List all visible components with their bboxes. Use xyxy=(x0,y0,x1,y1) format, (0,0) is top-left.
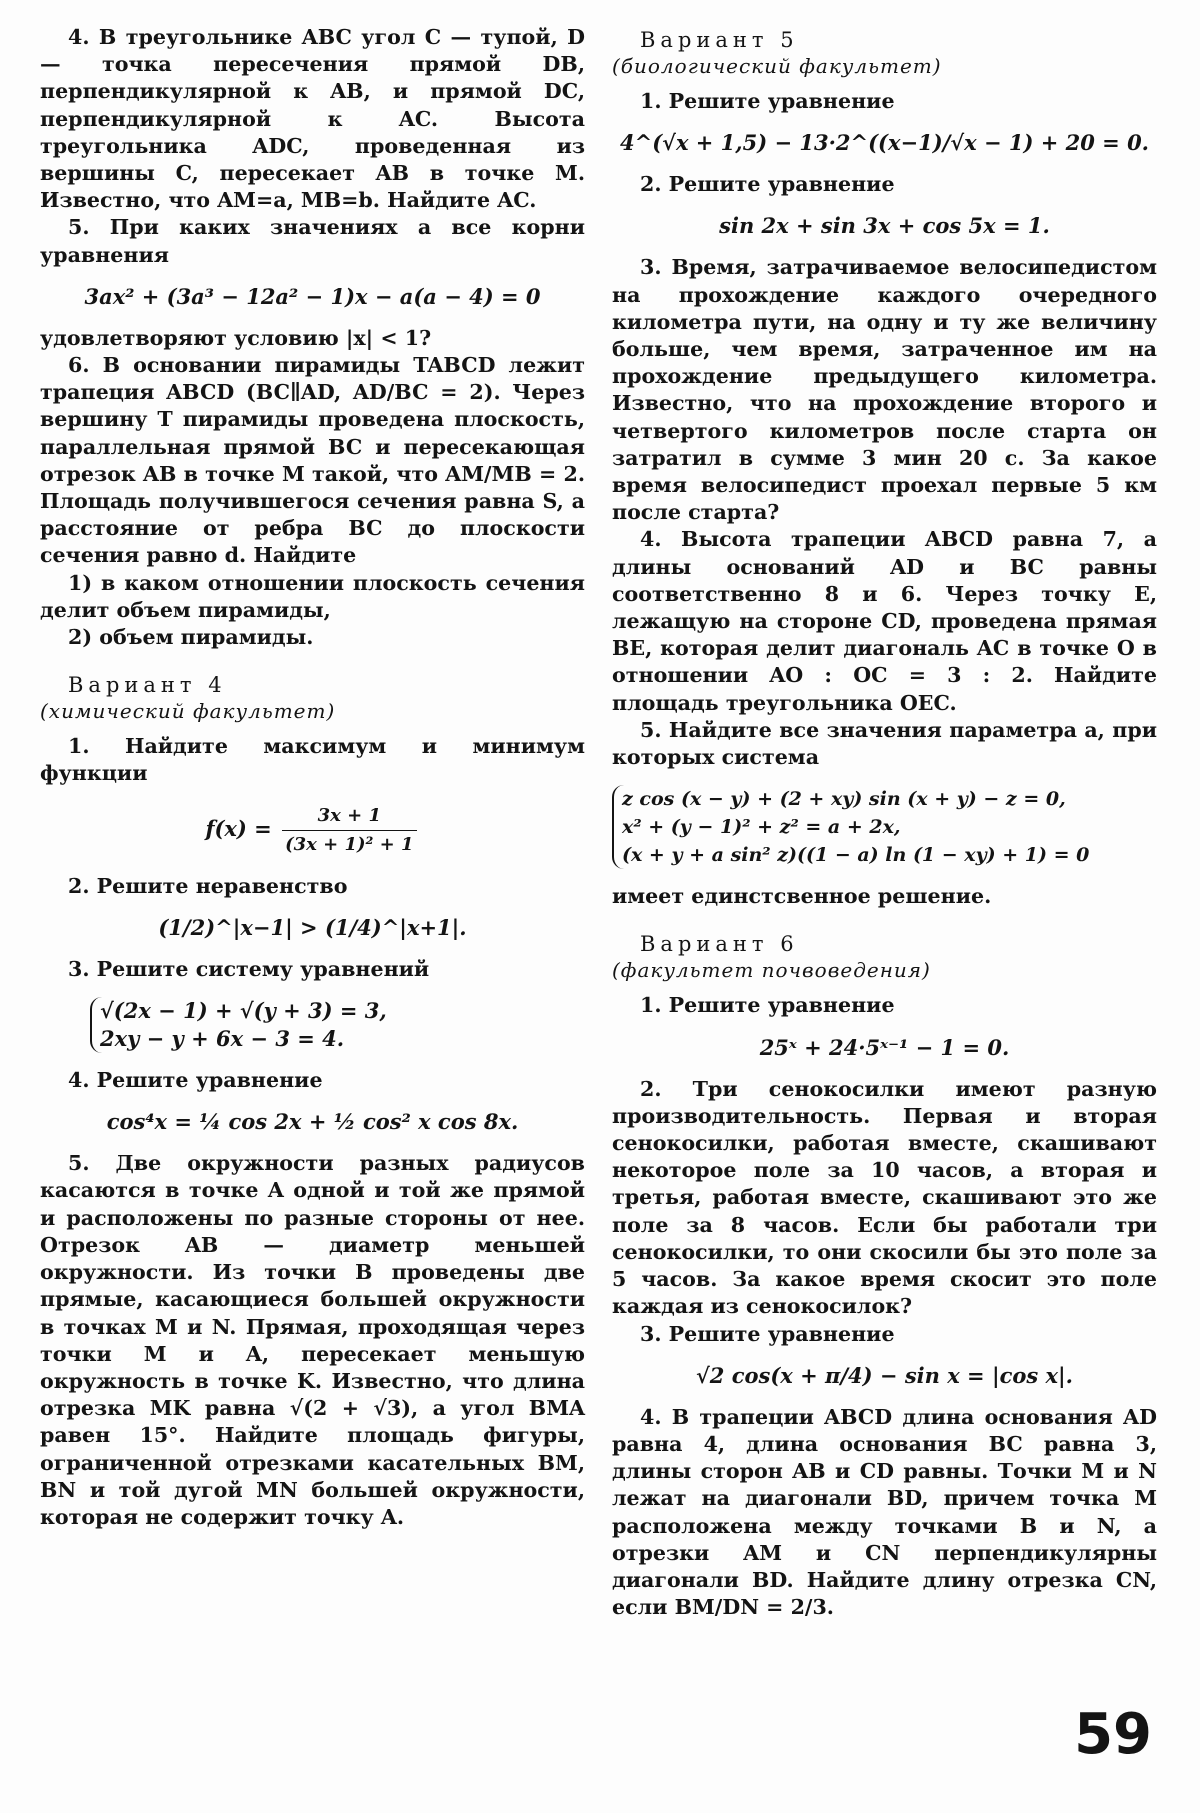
problem-6-part-2: 2) объем пирамиды. xyxy=(68,625,314,650)
v5-system-eq-2: x² + (y − 1)² + z² = a + 2x, xyxy=(622,816,901,839)
left-column xyxy=(40,24,585,1531)
v4-problem-2: 2. Решите неравенство xyxy=(68,873,348,898)
v4-problem-1: 1. Найдите максимум и минимум функции xyxy=(40,734,585,786)
problem-4: 4. В треугольнике ABC угол C — тупой, D — точка пересечения прямой DB, перпендикулярной к AB, и прямой DC, перпендикулярной к AC. Высота треугольника ADC, проведенная из вершины C, пересекает AB в точке M. Известно, что AM=a, MB=b. Найдите AC. xyxy=(40,25,585,213)
v4-system-eq-2: 2xy − y + 6x − 3 = 4. xyxy=(100,1026,345,1052)
v4-system-eq-1: √(2x − 1) + √(y + 3) = 3, xyxy=(100,998,387,1024)
v4-formula-2: (1/2)^|x−1| > (1/4)^|x+1|. xyxy=(158,914,467,940)
v6-formula-1: 25ˣ + 24·5ˣ⁻¹ − 1 = 0. xyxy=(759,1034,1010,1060)
variant-6-title: Вариант 6 xyxy=(640,932,799,957)
v6-problem-4: 4. В трапеции ABCD длина основания AD равна 4, длина основания BC равна 3, длины сторон AB и CD равны. Точки M и N лежат на диагонали BD, причем точка M расположена между точками B и N, а отрезки AM и CN перпендикулярны диагонали BD. Найдите длину отрезка CN, если BM/DN = 2/3. xyxy=(612,1404,1157,1620)
problem-5-condition: удовлетворяют условию |x| < 1? xyxy=(40,325,432,350)
v4-formula-1-denominator: (3x + 1)² + 1 xyxy=(285,833,414,855)
v5-problem-5: 5. Найдите все значения параметра a, при которых система xyxy=(612,717,1157,770)
v5-problem-4: 4. Высота трапеции ABCD равна 7, а длины оснований AD и BC равны соответственно 8 и 6. Через точку E, лежащую на стороне CD, проведена прямая BE, которая делит диагональ AC в точке O в отношении AO : OC = 3 : 2. Найдите площадь треугольника OEC. xyxy=(612,527,1157,715)
variant-5-title: Вариант 5 xyxy=(640,28,799,52)
v5-problem-1: 1. Решите уравнение xyxy=(640,89,895,113)
v5-problem-3: 3. Время, затрачиваемое велосипедистом на прохождение каждого очередного километра пути, на одну и ту же величину больше, чем время, затраченное им на прохождение предыдущего километра. Известно, что на прохождение второго и четвертого километров после старта он затратил в сумме 3 мин 20 с. За какое время велосипедист проехал первые 5 км после старта? xyxy=(612,255,1157,525)
v6-formula-3: √2 cos(x + π/4) − sin x = |cos x|. xyxy=(696,1362,1073,1388)
v5-formula-1: 4^(√x + 1,5) − 13·2^((x−1)/√x − 1) + 20 = 0. xyxy=(620,130,1149,156)
v5-system-brace xyxy=(612,785,1089,869)
formula-5: 3ax² + (3a³ − 12a² − 1)x − a(a − 4) = 0 xyxy=(84,283,541,309)
v4-formula-3 xyxy=(90,997,585,1053)
v6-problem-2: 2. Три сенокосилки имеют разную производительность. Первая и вторая сенокосилки, работая вместе, скашивают некоторое поле за 10 часов, а вторая и третья, работая вместе, скашивают это же поле за 8 часов. Если бы работали три сенокосилки, то они скосили бы это поле за 5 часов. За какое время скосит это поле каждая из сенокосилок? xyxy=(612,1076,1157,1319)
v5-problem-5-end: имеет единстсвенное решение. xyxy=(612,884,992,909)
variant-5-subtitle: (биологический факультет) xyxy=(612,54,942,78)
variant-4-title: Вариант 4 xyxy=(68,673,227,698)
page-number: 59 xyxy=(1074,1702,1152,1767)
problem-6: 6. В основании пирамиды TABCD лежит трапеция ABCD (BC∥AD, AD/BC = 2). Через вершину T пирамиды проведена плоскость, параллельная прямой BC и пересекающая отрезок AB в точке M такой, что AM/MB = 2. Площадь получившегося сечения равна S, а расстояние от ребра BC до плоскости сечения равно d. Найдите xyxy=(40,353,585,568)
v5-system-eq-1: z cos (x − y) + (2 + xy) sin (x + y) − z = 0, xyxy=(622,788,1066,811)
v5-formula-2: sin 2x + sin 3x + cos 5x = 1. xyxy=(719,213,1050,239)
v4-formula-1-left: f(x) = xyxy=(205,815,272,841)
v4-problem-5: 5. Две окружности разных радиусов касаются в точке A одной и той же прямой и расположены по разные стороны от нее. Отрезок AB — диаметр меньшей окружности. Из точки B проведены две прямые, касающиеся большей окружности в точках M и N. Прямая, проходящая через точки M и A, пересекает меньшую окружность в точке K. Известно, что длина отрезка MK равна √(2 + √3), а угол BMA равен 15°. Найдите площадь фигуры, ограниченной отрезками касательных BM, BN и той дугой MN большей окружности, которая не содержит точку A. xyxy=(40,1151,585,1529)
v5-system-eq-3: (x + y + a sin² z)((1 − a) ln (1 − xy) + 1) = 0 xyxy=(622,844,1090,867)
v4-formula-1 xyxy=(40,802,585,859)
v4-formula-4: cos⁴x = ¼ cos 2x + ½ cos² x cos 8x. xyxy=(106,1109,519,1135)
v4-system-brace xyxy=(90,997,387,1053)
v6-problem-1: 1. Решите уравнение xyxy=(640,993,895,1018)
variant-6-subtitle: (факультет почвоведения) xyxy=(612,958,931,983)
right-column xyxy=(612,24,1157,1621)
v4-formula-1-fraction xyxy=(282,802,416,859)
v4-problem-3: 3. Решите систему уравнений xyxy=(68,956,430,981)
v5-problem-2: 2. Решите уравнение xyxy=(640,172,895,197)
v4-formula-1-numerator: 3x + 1 xyxy=(282,802,416,831)
v6-problem-3: 3. Решите уравнение xyxy=(640,1321,895,1346)
problem-6-part-1: 1) в каком отношении плоскость сечения делит объем пирамиды, xyxy=(40,570,585,622)
v5-formula-5 xyxy=(612,785,1157,869)
v4-problem-4: 4. Решите уравнение xyxy=(68,1068,323,1093)
variant-4-subtitle: (химический факультет) xyxy=(40,699,336,724)
problem-5: 5. При каких значениях a все корни уравнения xyxy=(40,215,585,267)
